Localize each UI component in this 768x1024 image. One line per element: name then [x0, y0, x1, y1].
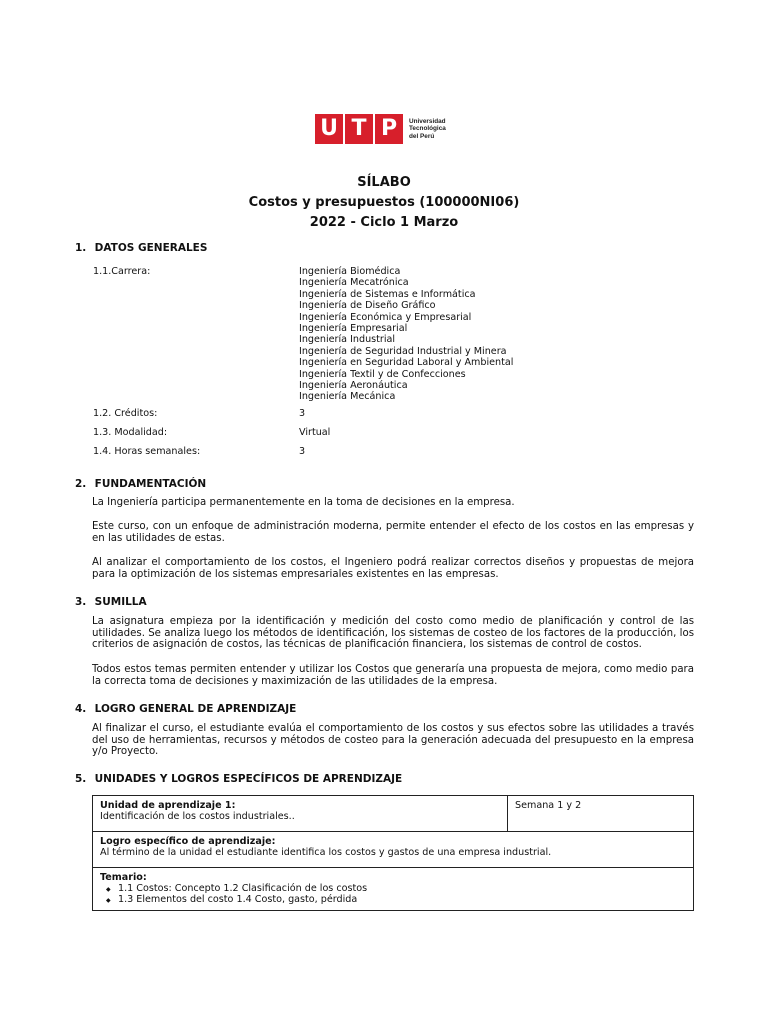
career-item: Ingeniería Biomédica [299, 266, 401, 277]
logro-cell [93, 832, 694, 868]
section-title: FUNDAMENTACIÓN [94, 478, 207, 490]
temario-list [100, 883, 686, 905]
temario-cell [93, 868, 694, 911]
fundamentacion-paragraph-3: Al analizar el comportamiento de los costos, el Ingeniero podrá realizar correctos diseños y propuestas de mejora para la optimización de los sistemas empresariales existentes en las empresas. [92, 557, 694, 580]
logo-letter-u: U [315, 114, 343, 144]
career-item: Ingeniería Económica y Empresarial [299, 311, 472, 323]
unit-description: Identificación de los costos industriales.. [100, 811, 295, 822]
career-item: Ingeniería Mecatrónica [299, 277, 409, 289]
carrera-label: 1.1.Carrera: [93, 266, 151, 277]
logo-letters [315, 114, 405, 144]
modalidad-value: Virtual [299, 427, 331, 438]
fundamentacion-paragraph-1: La Ingeniería participa permanentemente en la toma de decisiones en la empresa. [92, 497, 515, 508]
career-item: Ingeniería de Diseño Gráfico [299, 300, 436, 312]
careers-list [299, 266, 513, 403]
modalidad-label: 1.3. Modalidad: [93, 427, 168, 438]
career-item: Ingeniería Empresarial [299, 323, 408, 335]
weeks-cell [508, 796, 694, 832]
sumilla-paragraph-2: Todos estos temas permiten entender y utilizar los Costos que generaría una propuesta de mejora, como medio para la correcta toma de decisiones y maximización de las utilidades de la empresa. [92, 664, 694, 687]
unit-weeks: Semana 1 y 2 [515, 800, 582, 811]
horas-value: 3 [299, 446, 306, 457]
creditos-label: 1.2. Créditos: [93, 408, 158, 419]
logo-letter-t: T [345, 114, 373, 144]
document-title [0, 174, 768, 234]
career-item: Ingeniería Industrial [299, 334, 396, 346]
career-item: Ingeniería de Seguridad Industrial y Minera [299, 345, 507, 357]
section-title: SUMILLA [94, 596, 147, 608]
section-number: 3. [75, 596, 87, 608]
career-item: Ingeniería en Seguridad Laboral y Ambiental [299, 357, 514, 369]
title-silabo: SÍLABO [357, 175, 411, 190]
temario-item: ◆ 1.3 Elementos del costo 1.4 Costo, gasto, pérdida [118, 894, 686, 905]
unit-title: Unidad de aprendizaje 1: [100, 800, 236, 811]
logro-title: Logro específico de aprendizaje: [100, 836, 276, 847]
temario-row [93, 868, 694, 911]
horas-label: 1.4. Horas semanales: [93, 446, 201, 457]
section-number: 2. [75, 478, 87, 490]
career-item: Ingeniería de Sistemas e Informática [299, 288, 476, 300]
career-item: Ingeniería Aeronáutica [299, 380, 408, 392]
sumilla-paragraph-1: La asignatura empieza por la identificación y medición del costo como medio de planificación y control de las utilidades. Se analiza luego los métodos de identificación, los sistemas de costeo de los factores de la producción, los criterios de asignación de costos, las técnicas de planificación financiera, los sistemas de control de costos. [92, 616, 694, 651]
creditos-value: 3 [299, 408, 306, 419]
section-number: 5. [75, 773, 87, 785]
units-table [92, 795, 694, 911]
section-number: 4. [75, 703, 87, 715]
career-item: Ingeniería Mecánica [299, 391, 396, 403]
section-4-heading [75, 703, 296, 715]
utp-logo [315, 114, 446, 144]
logo-university-name [409, 118, 446, 140]
unit-cell [93, 796, 508, 832]
title-course: Costos y presupuestos (100000NI06) [248, 195, 520, 210]
section-1-heading [75, 242, 207, 254]
logo-name-line: Universidad [409, 117, 446, 125]
logro-row [93, 832, 694, 868]
section-title: UNIDADES Y LOGROS ESPECÍFICOS DE APRENDIZAJE [94, 773, 403, 785]
logo-name-line: Tecnológica [409, 125, 446, 133]
career-item: Ingeniería Textil y de Confecciones [299, 368, 466, 380]
logo-name-line: del Perú [409, 132, 435, 140]
temario-title: Temario: [100, 872, 147, 883]
section-title: LOGRO GENERAL DE APRENDIZAJE [94, 703, 297, 715]
logro-description: Al término de la unidad el estudiante identifica los costos y gastos de una empresa industrial. [100, 847, 552, 858]
section-2-heading [75, 478, 206, 490]
section-title: DATOS GENERALES [94, 242, 208, 254]
section-number: 1. [75, 242, 87, 254]
section-5-heading [75, 773, 402, 785]
logo-letter-p: P [375, 114, 403, 144]
title-cycle: 2022 - Ciclo 1 Marzo [309, 215, 459, 230]
logro-general-paragraph: Al finalizar el curso, el estudiante evalúa el comportamiento de los costos y sus efectos sobre las utilidades a través del uso de herramientas, recursos y métodos de costeo para la generación adecuada del presupuesto en la empresa y/o Proyecto. [92, 723, 694, 758]
unit-header-row [93, 796, 694, 832]
temario-item: ◆ 1.1 Costos: Concepto 1.2 Clasificación de los costos [118, 883, 686, 894]
fundamentacion-paragraph-2: Este curso, con un enfoque de administración moderna, permite entender el efecto de los costos en las empresas y en las utilidades de estas. [92, 521, 694, 544]
section-3-heading [75, 596, 147, 608]
